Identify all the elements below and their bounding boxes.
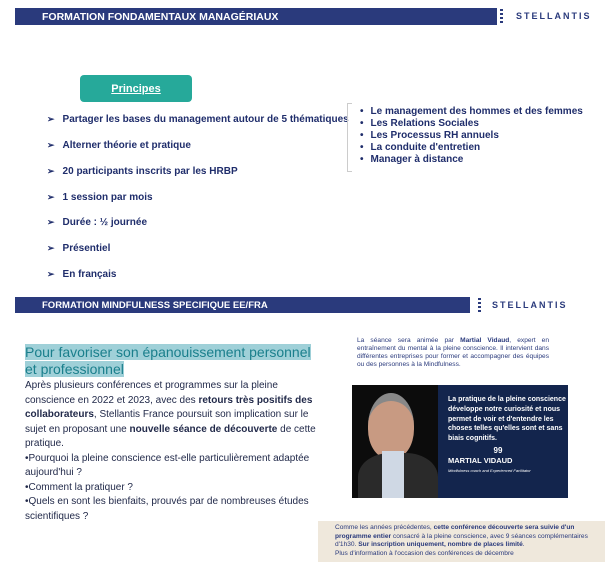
list-item: [47, 140, 191, 151]
question: •Pourquoi la pleine conscience est-elle particulièrement adaptée aujourd'hui ?: [25, 452, 310, 478]
list-item: [47, 192, 153, 203]
arrow-icon: ➢: [47, 140, 55, 150]
section1-header-bar: [15, 8, 497, 25]
list-item: [47, 269, 116, 280]
stellantis-logo: STELLANTIS: [492, 300, 568, 310]
item-text: 1 session par mois: [62, 192, 153, 203]
arrow-icon: ➢: [47, 114, 55, 124]
list-item: • Les Relations Sociales: [360, 118, 479, 129]
item-text: Manager à distance: [370, 154, 464, 165]
list-item: • La conduite d'entretien: [360, 142, 481, 153]
quote-panel: [438, 385, 568, 498]
item-text: Les Processus RH annuels: [370, 130, 499, 141]
info-note: Comme les années précédentes, cette conférence découverte sera suivie d'un programme entier consacré à la pleine conscience, avec 9 séances complémentaires d'1h30. Sur inscription uniquement, nombre de places limité. Plus d'information à l'occasion des conférences de décembre: [318, 521, 605, 562]
item-text: Le management des hommes et des femmes: [370, 106, 583, 117]
list-item: [47, 114, 349, 125]
list-item: [47, 166, 238, 177]
arrow-icon: ➢: [47, 192, 55, 202]
item-text: 20 participants inscrits par les HRBP: [62, 166, 238, 177]
speaker-intro: La séance sera animée par Martial Vidaud, expert en entraînement du mental à la pleine conscience. Il intervient dans différentes entreprises pour former et accompagner des équipes ou des personnes à la Mindfulness.: [357, 337, 549, 368]
question: •Comment la pratiquer ?: [25, 481, 133, 493]
speaker-role: Mindfulness coach and Experienced Facilitator: [448, 467, 531, 473]
speaker-photo: [352, 385, 438, 498]
list-item: [47, 217, 147, 228]
quote-mark-icon: 99: [493, 445, 503, 455]
arrow-icon: ➢: [47, 243, 55, 253]
section-heading: Pour favoriser son épanouissement personnel et professionnel: [25, 344, 311, 377]
item-text: Partager les bases du management autour de 5 thématiques: [62, 114, 349, 125]
list-item: • Manager à distance: [360, 154, 464, 165]
bracket: [347, 103, 352, 172]
section2-header-bar: [15, 297, 470, 313]
item-text: Durée : ½ journée: [62, 217, 148, 228]
list-item: [47, 243, 110, 254]
speaker-card: [352, 385, 568, 498]
item-text: Alterner théorie et pratique: [62, 140, 191, 151]
logo-dots: [478, 298, 481, 312]
item-text: Les Relations Sociales: [370, 118, 479, 129]
item-text: En français: [62, 269, 117, 280]
item-text: La conduite d'entretien: [370, 142, 481, 153]
logo-dots: [500, 9, 503, 23]
description-paragraph: Après plusieurs conférences et programmes sur la pleine conscience en 2022 et 2023, avec des retours très positifs des collaborateurs, Stellantis France poursuit son implication sur le sujet en proposant une nouvelle séance de découverte de cette pratique. •Pourquoi la pleine conscience est-elle particulièrement adaptée aujourd'hui ? •Comment la pratiquer ? •Quels en sont les bienfaits, prouvés par de nombreuses études scientifiques ?: [25, 379, 320, 524]
principes-button[interactable]: Principes: [80, 75, 192, 102]
arrow-icon: ➢: [47, 217, 55, 227]
section1-title: FORMATION FONDAMENTAUX MANAGÉRIAUX: [42, 10, 279, 23]
section2-title: FORMATION MINDFULNESS SPECIFIQUE EE/FRA: [42, 299, 268, 311]
question: •Quels en sont les bienfaits, prouvés par de nombreuses études scientifiques ?: [25, 496, 309, 522]
arrow-icon: ➢: [47, 166, 55, 176]
stellantis-logo: STELLANTIS: [516, 11, 592, 21]
quote-text: La pratique de la pleine conscience développe notre curiosité et nous permet de voir et d'entendre les choses telles qu'elles sont et sans biais cognitifs.: [448, 396, 566, 443]
arrow-icon: ➢: [47, 269, 55, 279]
item-text: Présentiel: [62, 243, 111, 254]
list-item: • Le management des hommes et des femmes: [360, 106, 583, 117]
list-item: • Les Processus RH annuels: [360, 130, 499, 141]
speaker-name: MARTIAL VIDAUD: [448, 455, 513, 465]
